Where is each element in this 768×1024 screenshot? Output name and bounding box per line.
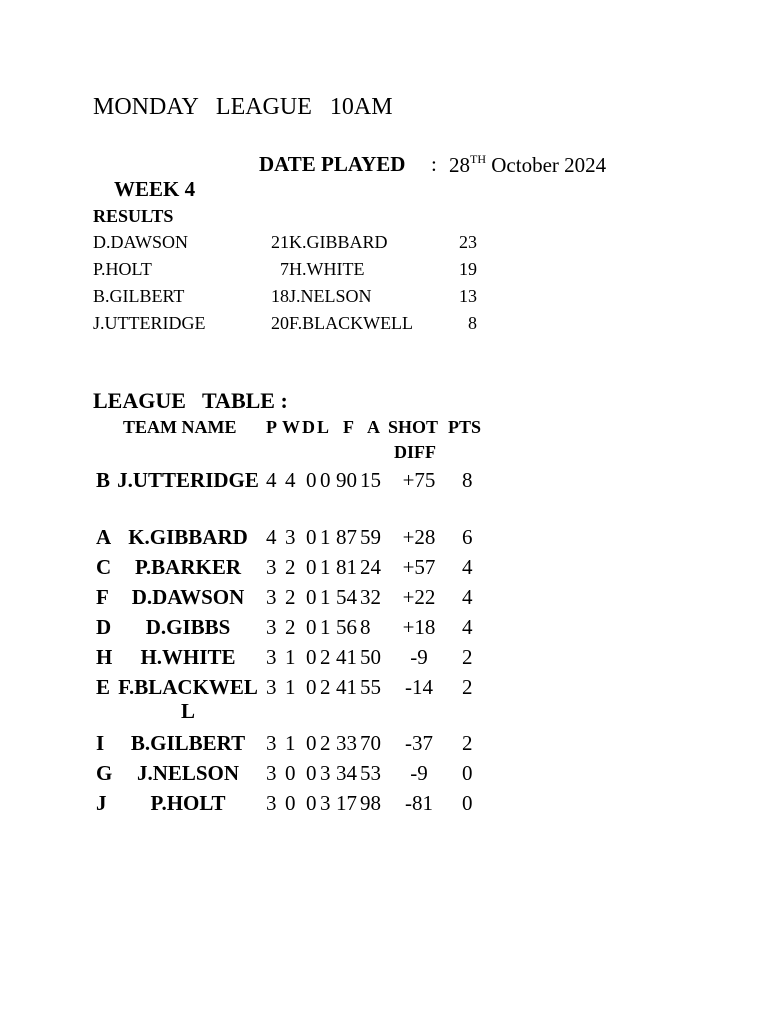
date-played-value (449, 152, 606, 178)
result-home-team: J.UTTERIDGE (93, 313, 206, 333)
team-name: H.WHITE (140, 645, 236, 669)
stat-w: 2 (285, 585, 296, 609)
stat-pts: 4 (462, 555, 473, 579)
stat-shot-diff: +22 (402, 585, 436, 609)
team-name: D.GIBBS (145, 615, 231, 639)
stat-shot-diff: +57 (402, 555, 436, 579)
team-name: P.BARKER (135, 555, 241, 579)
col-pts: PTS (448, 417, 482, 437)
stat-p: 3 (266, 675, 277, 699)
result-row (93, 232, 513, 258)
stat-d: 0 (306, 585, 317, 609)
result-row (93, 286, 513, 312)
col-shot: SHOT (388, 417, 439, 437)
stat-shot-diff: -14 (405, 675, 433, 699)
stat-a: 8 (360, 615, 371, 639)
stat-p: 3 (266, 585, 277, 609)
col-l: L (317, 417, 330, 437)
result-row (93, 259, 513, 285)
team-name: J.NELSON (136, 761, 240, 785)
stat-a: 70 (360, 731, 381, 755)
stat-p: 3 (266, 731, 277, 755)
stat-p: 3 (266, 791, 277, 815)
col-a: A (367, 417, 380, 437)
stat-l: 1 (320, 555, 331, 579)
team-code: J (96, 791, 107, 815)
stat-p: 3 (266, 615, 277, 639)
stat-pts: 4 (462, 585, 473, 609)
stat-l: 3 (320, 761, 331, 785)
stat-a: 32 (360, 585, 381, 609)
stat-shot-diff: +18 (402, 615, 436, 639)
team-code: I (96, 731, 105, 755)
stat-pts: 2 (462, 675, 473, 699)
team-name: P.HOLT (150, 791, 226, 815)
stat-p: 3 (266, 645, 277, 669)
result-away-score: 23 (459, 232, 477, 252)
stat-d: 0 (306, 791, 317, 815)
stat-w: 1 (285, 731, 296, 755)
league-table-heading: LEAGUE TABLE : (93, 388, 288, 413)
stat-d: 0 (306, 761, 317, 785)
stat-f: 33 (336, 731, 357, 755)
col-diff: DIFF (394, 442, 436, 462)
stat-a: 53 (360, 761, 381, 785)
col-d: D (302, 417, 315, 437)
team-name: K.GIBBARD (128, 525, 248, 549)
result-away-team: H.WHITE (289, 259, 365, 279)
stat-w: 1 (285, 675, 296, 699)
result-home-team: B.GILBERT (93, 286, 185, 306)
stat-l: 3 (320, 791, 331, 815)
stat-f: 34 (336, 761, 357, 785)
stat-f: 56 (336, 615, 357, 639)
stat-d: 0 (306, 675, 317, 699)
stat-shot-diff: -37 (405, 731, 433, 755)
result-away-team: F.BLACKWELL (289, 313, 414, 333)
team-code: A (96, 525, 112, 549)
stat-d: 0 (306, 555, 317, 579)
stat-shot-diff: +75 (402, 468, 436, 492)
stat-f: 81 (336, 555, 357, 579)
team-name: B.GILBERT (130, 731, 246, 755)
team-code: D (96, 615, 112, 639)
col-p: P (266, 417, 277, 437)
date-suffix: TH (470, 152, 486, 166)
stat-a: 59 (360, 525, 381, 549)
result-home-score: 7 (280, 259, 289, 279)
stat-pts: 8 (462, 468, 473, 492)
date-colon: : (431, 152, 437, 176)
stat-shot-diff: -81 (405, 791, 433, 815)
date-played-label: DATE PLAYED (259, 152, 406, 176)
result-home-team: D.DAWSON (93, 232, 189, 252)
date-month-year: October 2024 (486, 153, 607, 177)
stat-pts: 6 (462, 525, 473, 549)
stat-p: 4 (266, 525, 277, 549)
stat-l: 2 (320, 675, 331, 699)
stat-f: 87 (336, 525, 357, 549)
stat-w: 4 (285, 468, 296, 492)
stat-w: 1 (285, 645, 296, 669)
stat-a: 55 (360, 675, 381, 699)
stat-w: 3 (285, 525, 296, 549)
stat-a: 50 (360, 645, 381, 669)
stat-l: 1 (320, 525, 331, 549)
stat-f: 17 (336, 791, 357, 815)
stat-l: 1 (320, 615, 331, 639)
stat-l: 0 (320, 468, 331, 492)
team-code: E (96, 675, 111, 699)
stat-f: 90 (336, 468, 357, 492)
team-name: F.BLACKWELL (118, 675, 258, 723)
stat-l: 2 (320, 731, 331, 755)
stat-pts: 2 (462, 731, 473, 755)
week-label: WEEK 4 (114, 177, 196, 201)
stat-d: 0 (306, 615, 317, 639)
stat-w: 0 (285, 791, 296, 815)
result-away-score: 19 (459, 259, 477, 279)
result-away-team: K.GIBBARD (289, 232, 388, 252)
stat-pts: 0 (462, 791, 473, 815)
col-f: F (343, 417, 354, 437)
stat-a: 15 (360, 468, 381, 492)
team-code: F (96, 585, 109, 609)
stat-pts: 0 (462, 761, 473, 785)
date-day: 28 (449, 153, 470, 177)
stat-d: 0 (306, 525, 317, 549)
col-team-name: TEAM NAME (123, 417, 237, 437)
stat-pts: 2 (462, 645, 473, 669)
stat-shot-diff: +28 (402, 525, 436, 549)
stat-f: 41 (336, 675, 357, 699)
result-home-team: P.HOLT (93, 259, 152, 279)
stat-w: 2 (285, 615, 296, 639)
stat-shot-diff: -9 (410, 645, 428, 669)
result-away-team: J.NELSON (289, 286, 372, 306)
result-home-score: 21 (271, 232, 289, 252)
result-row (93, 313, 513, 339)
team-name: J.UTTERIDGE (117, 468, 259, 492)
stat-shot-diff: -9 (410, 761, 428, 785)
stat-a: 24 (360, 555, 381, 579)
stat-d: 0 (306, 731, 317, 755)
stat-p: 3 (266, 761, 277, 785)
stat-l: 1 (320, 585, 331, 609)
stat-a: 98 (360, 791, 381, 815)
page-title: MONDAY LEAGUE 10AM (93, 94, 393, 120)
stat-d: 0 (306, 468, 317, 492)
team-code: H (96, 645, 113, 669)
result-home-score: 20 (271, 313, 289, 333)
stat-w: 2 (285, 555, 296, 579)
stat-w: 0 (285, 761, 296, 785)
stat-l: 2 (320, 645, 331, 669)
col-w: W (282, 417, 300, 437)
results-heading: RESULTS (93, 206, 174, 226)
team-code: B (96, 468, 111, 492)
result-home-score: 18 (271, 286, 289, 306)
result-away-score: 8 (468, 313, 477, 333)
stat-pts: 4 (462, 615, 473, 639)
team-code: G (96, 761, 113, 785)
stat-f: 41 (336, 645, 357, 669)
stat-f: 54 (336, 585, 357, 609)
result-away-score: 13 (459, 286, 477, 306)
stat-p: 4 (266, 468, 277, 492)
stat-p: 3 (266, 555, 277, 579)
team-code: C (96, 555, 112, 579)
team-name: D.DAWSON (131, 585, 245, 609)
stat-d: 0 (306, 645, 317, 669)
